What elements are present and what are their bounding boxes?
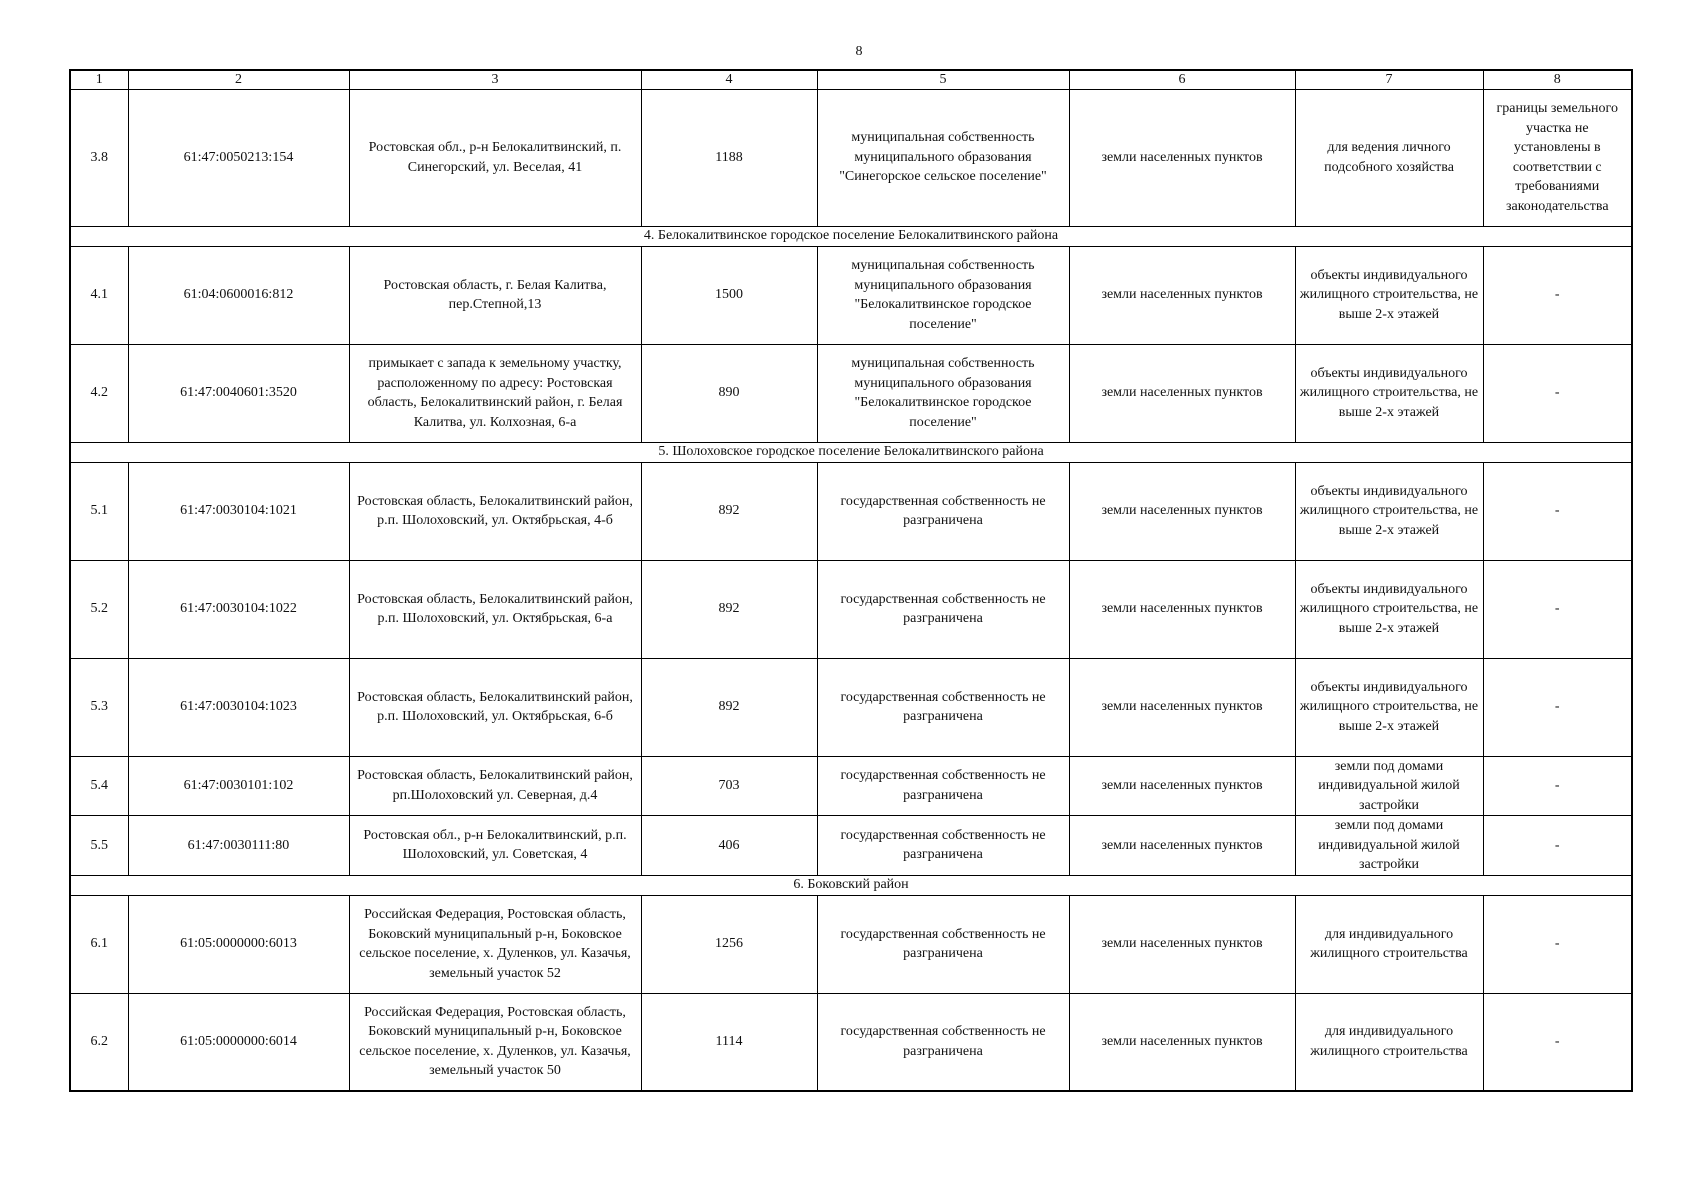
row-number: 6.2: [70, 993, 128, 1091]
table-row: [70, 246, 1632, 344]
permitted-use-cell: объекты индивидуального жилищного строительства, не выше 2-х этажей: [1295, 344, 1483, 442]
section-row: [70, 442, 1632, 462]
area-cell: 703: [641, 756, 817, 816]
section-row: [70, 875, 1632, 895]
table-row: [70, 89, 1632, 226]
note-cell: -: [1483, 895, 1632, 993]
land-category-cell: земли населенных пунктов: [1069, 462, 1295, 560]
section-title: 4. Белокалитвинское городское поселение Белокалитвинского района: [70, 226, 1632, 246]
column-header: 8: [1483, 70, 1632, 89]
column-header: 1: [70, 70, 128, 89]
cadastral-number: 61:05:0000000:6013: [128, 895, 349, 993]
permitted-use-cell: для индивидуального жилищного строительства: [1295, 895, 1483, 993]
table-row: [70, 756, 1632, 816]
address-cell: примыкает с запада к земельному участку, расположенному по адресу: Ростовская область, Белокалитвинский район, г. Белая Калитва, ул. Колхозная, 6-а: [349, 344, 641, 442]
note-cell: границы земельного участка не установлены в соответствии с требованиями законодательства: [1483, 89, 1632, 226]
address-cell: Российская Федерация, Ростовская область, Боковский муниципальный р-н, Боковское сельское поселение, х. Дуленков, ул. Казачья, земельный участок 52: [349, 895, 641, 993]
area-cell: 890: [641, 344, 817, 442]
address-cell: Ростовская область, Белокалитвинский район, рп.Шолоховский ул. Северная, д.4: [349, 756, 641, 816]
ownership-cell: государственная собственность не разграничена: [817, 658, 1069, 756]
address-cell: Ростовская обл., р-н Белокалитвинский, п. Синегорский, ул. Веселая, 41: [349, 89, 641, 226]
cadastral-number: 61:47:0030104:1022: [128, 560, 349, 658]
cadastral-number: 61:05:0000000:6014: [128, 993, 349, 1091]
row-number: 5.1: [70, 462, 128, 560]
address-cell: Ростовская область, Белокалитвинский район, р.п. Шолоховский, ул. Октябрьская, 6-б: [349, 658, 641, 756]
area-cell: 1256: [641, 895, 817, 993]
row-number: 4.1: [70, 246, 128, 344]
cadastral-number: 61:47:0030101:102: [128, 756, 349, 816]
permitted-use-cell: объекты индивидуального жилищного строительства, не выше 2-х этажей: [1295, 246, 1483, 344]
permitted-use-cell: объекты индивидуального жилищного строительства, не выше 2-х этажей: [1295, 560, 1483, 658]
column-header: 4: [641, 70, 817, 89]
land-category-cell: земли населенных пунктов: [1069, 658, 1295, 756]
row-number: 5.5: [70, 816, 128, 876]
area-cell: 1500: [641, 246, 817, 344]
address-cell: Ростовская область, Белокалитвинский район, р.п. Шолоховский, ул. Октябрьская, 6-а: [349, 560, 641, 658]
note-cell: -: [1483, 344, 1632, 442]
cadastral-number: 61:47:0040601:3520: [128, 344, 349, 442]
column-header: 3: [349, 70, 641, 89]
table-row: [70, 895, 1632, 993]
table-row: [70, 560, 1632, 658]
cadastral-number: 61:47:0030104:1023: [128, 658, 349, 756]
address-cell: Ростовская обл., р-н Белокалитвинский, р.п. Шолоховский, ул. Советская, 4: [349, 816, 641, 876]
table-row: [70, 658, 1632, 756]
page-number: 8: [855, 44, 863, 59]
column-header: 2: [128, 70, 349, 89]
area-cell: 1188: [641, 89, 817, 226]
section-title: 5. Шолоховское городское поселение Белокалитвинского района: [70, 442, 1632, 462]
section-title: 6. Боковский район: [70, 875, 1632, 895]
cadastral-number: 61:47:0030111:80: [128, 816, 349, 876]
permitted-use-cell: для индивидуального жилищного строительства: [1295, 993, 1483, 1091]
land-category-cell: земли населенных пунктов: [1069, 895, 1295, 993]
table-row: [70, 344, 1632, 442]
address-cell: Российская Федерация, Ростовская область, Боковский муниципальный р-н, Боковское сельское поселение, х. Дуленков, ул. Казачья, земельный участок 50: [349, 993, 641, 1091]
address-cell: Ростовская область, Белокалитвинский район, р.п. Шолоховский, ул. Октябрьская, 4-б: [349, 462, 641, 560]
land-category-cell: земли населенных пунктов: [1069, 816, 1295, 876]
cadastral-number: 61:47:0050213:154: [128, 89, 349, 226]
note-cell: -: [1483, 816, 1632, 876]
header-row: [70, 70, 1632, 89]
note-cell: -: [1483, 246, 1632, 344]
permitted-use-cell: для ведения личного подсобного хозяйства: [1295, 89, 1483, 226]
area-cell: 892: [641, 658, 817, 756]
row-number: 6.1: [70, 895, 128, 993]
land-category-cell: земли населенных пунктов: [1069, 756, 1295, 816]
cadastral-number: 61:04:0600016:812: [128, 246, 349, 344]
column-header: 5: [817, 70, 1069, 89]
table-row: [70, 993, 1632, 1091]
land-category-cell: земли населенных пунктов: [1069, 344, 1295, 442]
ownership-cell: государственная собственность не разграничена: [817, 895, 1069, 993]
permitted-use-cell: земли под домами индивидуальной жилой застройки: [1295, 756, 1483, 816]
column-header: 7: [1295, 70, 1483, 89]
ownership-cell: государственная собственность не разграничена: [817, 993, 1069, 1091]
address-cell: Ростовская область, г. Белая Калитва, пер.Степной,13: [349, 246, 641, 344]
note-cell: -: [1483, 658, 1632, 756]
ownership-cell: муниципальная собственность муниципального образования "Белокалитвинское городское поселение": [817, 344, 1069, 442]
row-number: 5.4: [70, 756, 128, 816]
row-number: 3.8: [70, 89, 128, 226]
note-cell: -: [1483, 756, 1632, 816]
note-cell: -: [1483, 560, 1632, 658]
area-cell: 406: [641, 816, 817, 876]
row-number: 5.3: [70, 658, 128, 756]
ownership-cell: государственная собственность не разграничена: [817, 756, 1069, 816]
land-category-cell: земли населенных пунктов: [1069, 89, 1295, 226]
row-number: 4.2: [70, 344, 128, 442]
area-cell: 892: [641, 560, 817, 658]
land-category-cell: земли населенных пунктов: [1069, 246, 1295, 344]
permitted-use-cell: объекты индивидуального жилищного строительства, не выше 2-х этажей: [1295, 658, 1483, 756]
area-cell: 892: [641, 462, 817, 560]
ownership-cell: муниципальная собственность муниципального образования "Белокалитвинское городское поселение": [817, 246, 1069, 344]
section-row: [70, 226, 1632, 246]
land-plots-table: [69, 69, 1633, 1092]
note-cell: -: [1483, 462, 1632, 560]
column-header: 6: [1069, 70, 1295, 89]
table-row: [70, 816, 1632, 876]
land-category-cell: земли населенных пунктов: [1069, 560, 1295, 658]
ownership-cell: государственная собственность не разграничена: [817, 816, 1069, 876]
ownership-cell: муниципальная собственность муниципального образования "Синегорское сельское поселение": [817, 89, 1069, 226]
ownership-cell: государственная собственность не разграничена: [817, 560, 1069, 658]
note-cell: -: [1483, 993, 1632, 1091]
cadastral-number: 61:47:0030104:1021: [128, 462, 349, 560]
ownership-cell: государственная собственность не разграничена: [817, 462, 1069, 560]
table-row: [70, 462, 1632, 560]
land-category-cell: земли населенных пунктов: [1069, 993, 1295, 1091]
area-cell: 1114: [641, 993, 817, 1091]
row-number: 5.2: [70, 560, 128, 658]
permitted-use-cell: земли под домами индивидуальной жилой застройки: [1295, 816, 1483, 876]
permitted-use-cell: объекты индивидуального жилищного строительства, не выше 2-х этажей: [1295, 462, 1483, 560]
